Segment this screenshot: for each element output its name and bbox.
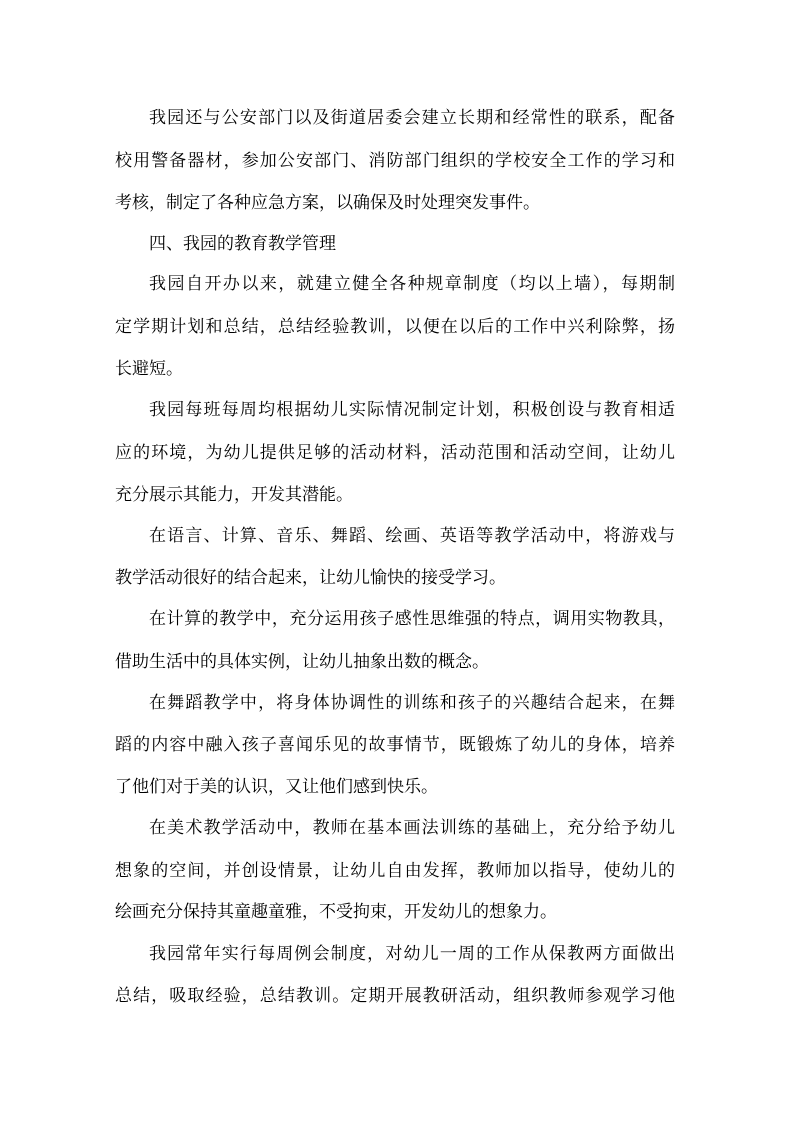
paragraph-line: 想象的空间，并创设情景，让幼儿自由发挥，教师加以指导，使幼儿的 [115,861,675,881]
paragraph-line: 我园常年实行每周例会制度，对幼儿一周的工作从保教两方面做出 [149,944,675,964]
paragraph-line: 长避短。 [115,359,183,379]
paragraph-line: 在舞蹈教学中，将身体协调性的训练和孩子的兴趣结合起来，在舞 [149,693,675,713]
paragraph-line: 充分展示其能力，开发其潜能。 [115,485,353,505]
paragraph-line: 考核，制定了各种应急方案，以确保及时处理突发事件。 [115,193,540,213]
section-heading: 四、我园的教育教学管理 [149,234,336,254]
paragraph-line: 借助生活中的具体实例，让幼儿抽象出数的概念。 [115,652,489,672]
paragraph-line: 校用警备器材，参加公安部门、消防部门组织的学校安全工作的学习和 [115,151,675,171]
paragraph-line: 绘画充分保持其童趣童雅，不受拘束，开发幼儿的想象力。 [115,902,557,922]
paragraph-line: 定学期计划和总结，总结经验教训，以便在以后的工作中兴利除弊，扬 [115,317,675,337]
paragraph-line: 在美术教学活动中，教师在基本画法训练的基础上，充分给予幼儿 [149,818,675,838]
paragraph-line: 总结，吸取经验，总结教训。定期开展教研活动，组织教师参观学习他 [115,986,675,1006]
paragraph-line: 在语言、计算、音乐、舞蹈、绘画、英语等教学活动中，将游戏与 [149,526,675,546]
paragraph-line: 蹈的内容中融入孩子喜闻乐见的故事情节，既锻炼了幼儿的身体，培养 [115,735,675,755]
paragraph-line: 我园每班每周均根据幼儿实际情况制定计划，积极创设与教育相适 [149,400,675,420]
paragraph-line: 我园还与公安部门以及街道居委会建立长期和经常性的联系，配备 [149,108,675,128]
paragraph-line: 应的环境，为幼儿提供足够的活动材料，活动范围和活动空间，让幼儿 [115,443,675,463]
paragraph-line: 在计算的教学中，充分运用孩子感性思维强的特点，调用实物教具， [149,609,675,629]
paragraph-line: 我园自开办以来，就建立健全各种规章制度（均以上墙），每期制 [149,274,675,294]
paragraph-line: 教学活动很好的结合起来，让幼儿愉快的接受学习。 [115,568,506,588]
paragraph-line: 了他们对于美的认识，又让他们感到快乐。 [115,777,438,797]
